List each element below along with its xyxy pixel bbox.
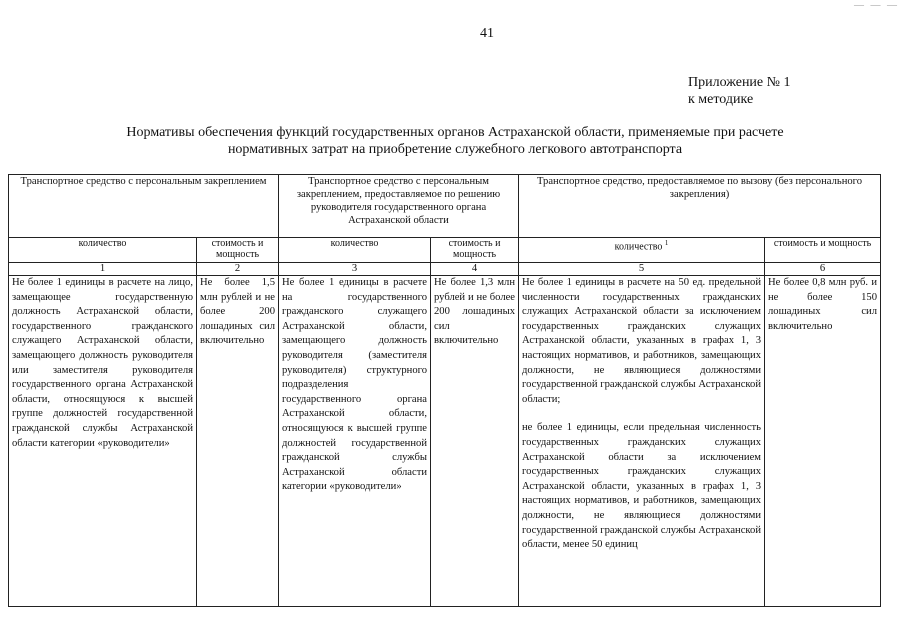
appendix-subtitle: к методике — [688, 92, 754, 107]
group-header-on-call: Транспортное средство, предоставляемое по вызову (без персонального закрепления) — [519, 175, 881, 238]
paragraph-gap — [522, 407, 761, 421]
cell-quantity-personal: Не более 1 единицы в расчете на лицо, замещающее государственную должность Астраханской области, государственного гражданского служащего Астраханской области, замещающего должность руководителя или заместителя руководителя государственного органа Астраханской области, относящуюся к высшей группе должностей государственной гражданской службы Астраханской области категории «руководители» — [9, 276, 197, 607]
column-number-4: 4 — [431, 263, 519, 276]
cell-cost-by-decision: Не более 1,3 млн рублей и не более 200 лошадиных сил включительно — [431, 276, 519, 607]
norms-table — [8, 174, 881, 607]
cell-quantity-by-decision: Не более 1 единицы в расчете на государственного гражданского служащего Астраханской области, замещающего должность руководителя (заместителя руководителя) структурного подразделения государственного органа Астраханской области, относящуюся к высшей группе должностей государственной гражданской службы Астраханской области категории «руководители» — [279, 276, 431, 607]
header-quantity-5 — [519, 238, 765, 263]
column-number-6: 6 — [765, 263, 881, 276]
header-quantity-5-label: количество — [614, 241, 663, 253]
header-quantity-3: количество — [279, 238, 431, 263]
norms-body-row — [9, 276, 881, 607]
document-title — [60, 124, 850, 158]
cell-quantity-on-call-part-2: не более 1 единицы, если предельная численность государственных гражданских служащих Астраханской области за исключением государственных гражданских служащих Астраханской области, указанных в графах 1, 3 настоящих нормативов, и работников, замещающих должности, не являющиеся должностями государственной гражданской службы Астраханской области, менее 50 единиц — [522, 422, 762, 551]
group-header-personal-by-decision: Транспортное средство с персональным закреплением, предоставляемое по решению руководителя государственного органа Астраханской области — [279, 175, 519, 238]
group-header-row — [9, 175, 881, 238]
column-number-2: 2 — [197, 263, 279, 276]
cell-quantity-on-call-part-1: Не более 1 единицы в расчете на 50 ед. предельной численности государственных гражданских служащих Астраханской области за исключением государственных гражданских служащих Астраханской области, указанных в графах 1, 3 настоящих нормативов, и работников, замещающих должности, не являющиеся должностями государственной гражданской службы Астраханской области; — [522, 277, 762, 405]
document-title-line-2: нормативных затрат на приобретение служебного легкового автотранспорта — [227, 142, 683, 157]
column-number-1: 1 — [9, 263, 197, 276]
column-number-5: 5 — [519, 263, 765, 276]
appendix-title: Приложение № 1 — [688, 75, 791, 90]
appendix-heading — [688, 74, 791, 108]
header-cost-6: стоимость и мощность — [765, 238, 881, 263]
cell-quantity-on-call — [519, 276, 765, 607]
page-number: 41 — [480, 26, 494, 41]
cell-cost-on-call: Не более 0,8 млн руб. и не более 150 лошадиных сил включительно — [765, 276, 881, 607]
group-header-personal: Транспортное средство с персональным закреплением — [9, 175, 279, 238]
footnote-marker: 1 — [664, 239, 669, 247]
scan-marks: — — — — [854, 0, 899, 11]
header-quantity-1: количество — [9, 238, 197, 263]
column-number-3: 3 — [279, 263, 431, 276]
column-number-row — [9, 263, 881, 276]
cell-cost-personal: Не более 1,5 млн рублей и не более 200 лошадиных сил включительно — [197, 276, 279, 607]
sub-header-row — [9, 238, 881, 263]
document-title-line-1: Нормативы обеспечения функций государственных органов Астраханской области, применяемые при расчете — [126, 125, 784, 140]
header-cost-4: стоимость и мощность — [431, 238, 519, 263]
header-cost-2: стоимость и мощность — [197, 238, 279, 263]
